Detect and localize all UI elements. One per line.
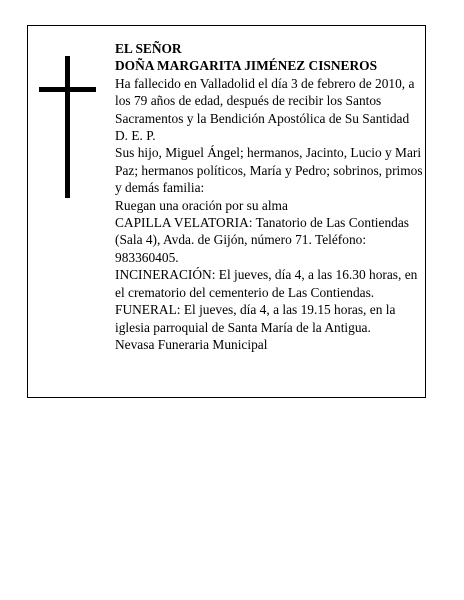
funeral-info: FUNERAL: El jueves, día 4, a las 19.15 horas, en la iglesia parroquial de Santa María de la Antigua.	[115, 302, 396, 335]
cremation-info: INCINERACIÓN: El jueves, día 4, a las 16.30 horas, en el crematorio del cementerio de Las Contiendas.	[115, 267, 418, 300]
funeral-home: Nevasa Funeraria Municipal	[115, 336, 268, 352]
cross-vertical-bar	[65, 56, 70, 198]
notice-text	[115, 40, 423, 353]
chapel-info: CAPILLA VELATORIA: Tanatorio de Las Contiendas (Sala 4), Avda. de Gijón, número 71. Teléfono: 983360405.	[115, 215, 409, 265]
cross-icon	[39, 56, 96, 198]
death-announcement: Ha fallecido en Valladolid el día 3 de febrero de 2010, a los 79 años de edad, después de recibir los Santos Sacramentos y la Bendición Apostólica de Su Santidad D. E. P.	[115, 75, 415, 144]
cross-horizontal-bar	[39, 87, 96, 92]
obituary-notice	[27, 25, 426, 398]
family-list: Sus hijo, Miguel Ángel; hermanos, Jacinto, Lucio y Mari Paz; hermanos políticos, María y Pedro; sobrinos, primos y demás familia:	[115, 145, 423, 196]
notice-title: EL SEÑOR	[115, 41, 182, 56]
prayer-request: Ruegan una oración por su alma	[115, 197, 288, 213]
deceased-name: DOÑA MARGARITA JIMÉNEZ CISNEROS	[115, 58, 378, 74]
